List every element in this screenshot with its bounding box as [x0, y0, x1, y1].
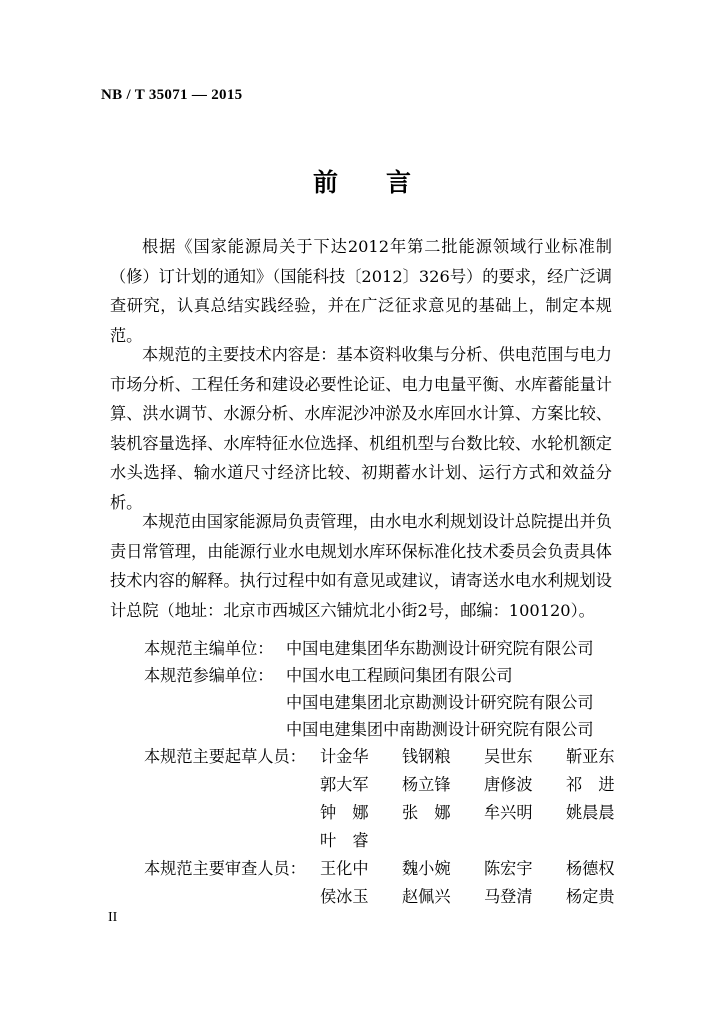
- drafters-label: 本规范主要起草人员：: [144, 747, 306, 766]
- drafter-name: 唐修波: [484, 775, 533, 794]
- participating-editor-label: 本规范参编单位：: [144, 666, 274, 685]
- drafter-name: 牟兴明: [484, 803, 533, 822]
- reviewer-name: 王化中: [320, 859, 369, 878]
- reviewer-name: 侯冰玉: [320, 887, 369, 906]
- reviewer-name: 马登清: [484, 887, 533, 906]
- drafters-row: [320, 742, 648, 772]
- drafter-name: 钟 娜: [320, 803, 369, 822]
- reviewer-name: 魏小婉: [402, 859, 451, 878]
- drafter-name: 吴世东: [484, 747, 533, 766]
- reviewers-row: [320, 854, 648, 884]
- participating-unit: 中国水电工程顾问集团有限公司: [286, 666, 513, 685]
- reviewers-label: 本规范主要审查人员：: [144, 859, 306, 878]
- reviewer-name: 赵佩兴: [402, 887, 451, 906]
- chief-editor-label: 本规范主编单位：: [144, 639, 274, 658]
- drafter-name: 祁 进: [566, 775, 615, 794]
- paragraph-basis: 根据《国家能源局关于下达2012年第二批能源领域行业标准制（修）订计划的通知》（国能科技〔2012〕326号）的要求，经广泛调查研究，认真总结实践经验，并在广泛征求意见的基础上，制定本规范。: [110, 237, 612, 345]
- chief-editor-unit: 中国电建集团华东勘测设计研究院有限公司: [286, 639, 594, 658]
- participating-unit: 中国电建集团北京勘测设计研究院有限公司: [286, 693, 594, 712]
- drafter-name: 钱钢粮: [402, 747, 451, 766]
- reviewers-row: [320, 882, 648, 912]
- drafter-name: 靳亚东: [566, 747, 615, 766]
- drafter-name: 杨立锋: [402, 775, 451, 794]
- reviewer-name: 杨德权: [566, 859, 615, 878]
- title-char-1: 前: [312, 168, 338, 197]
- drafter-name: 计金华: [320, 747, 369, 766]
- page-number: II: [108, 910, 118, 925]
- reviewer-name: 陈宏宇: [484, 859, 533, 878]
- drafters-row: [320, 770, 648, 800]
- drafter-name: 郭大军: [320, 775, 369, 794]
- drafter-name: 姚晨晨: [566, 803, 615, 822]
- reviewer-name: 杨定贵: [566, 887, 615, 906]
- drafter-name: 叶 睿: [320, 831, 369, 850]
- drafters-row: [320, 798, 648, 828]
- paragraph-main-content: 本规范的主要技术内容是：基本资料收集与分析、供电范围与电力市场分析、工程任务和建设必要性论证、电力电量平衡、水库蓄能量计算、洪水调节、水源分析、水库泥沙冲淤及水库回水计算、方案比较、装机容量选择、水库特征水位选择、机组机型与台数比较、水轮机额定水头选择、输水道尺寸经济比较、初期蓄水计划、运行方式和效益分析。: [110, 345, 612, 512]
- paragraph-management: 本规范由国家能源局负责管理，由水电水利规划设计总院提出并负责日常管理，由能源行业水电规划水库环保标准化技术委员会负责具体技术内容的解释。执行过程中如有意见或建议，请寄送水电水利规划设计总院（地址：北京市西城区六铺炕北小街2号，邮编：100120）。: [110, 512, 612, 620]
- page-title: [0, 163, 724, 199]
- standard-code: NB / T 35071 — 2015: [101, 87, 243, 103]
- drafters-row: [320, 826, 402, 856]
- participating-unit: 中国电建集团中南勘测设计研究院有限公司: [286, 720, 594, 739]
- title-char-2: 言: [386, 168, 412, 197]
- drafter-name: 张 娜: [402, 803, 451, 822]
